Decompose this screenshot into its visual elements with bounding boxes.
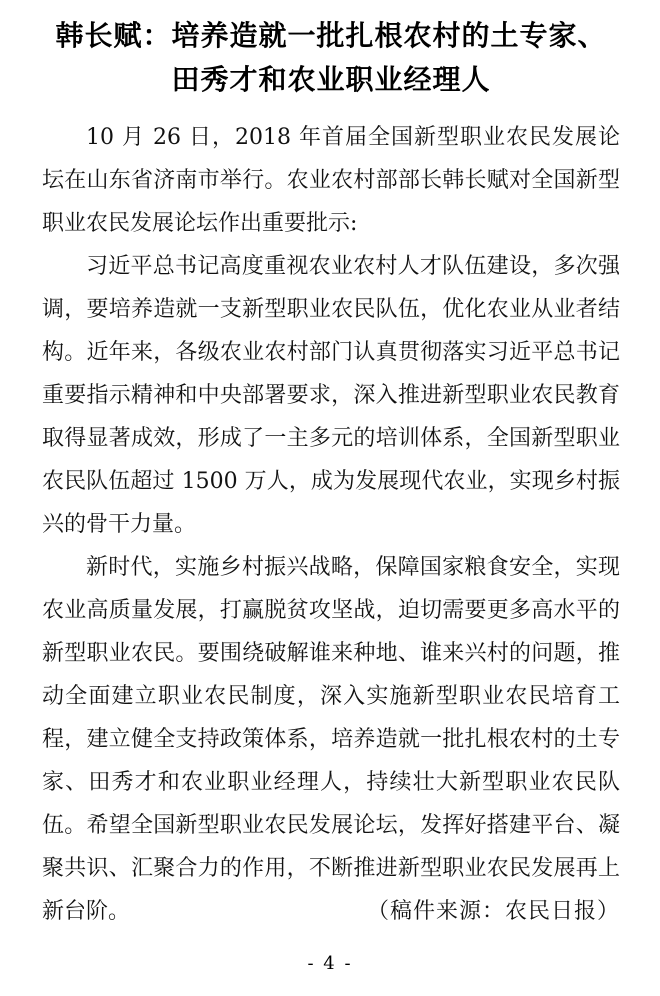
paragraph-2 xyxy=(42,245,620,546)
title-line-1: 韩长赋：培养造就一批扎根农村的土专家、 xyxy=(55,19,607,52)
document-title xyxy=(42,14,620,102)
document-body xyxy=(42,116,620,933)
paragraph-3-text: 新时代，实施乡村振兴战略，保障国家粮食安全，实现农业高质量发展，打赢脱贫攻坚战，迫切需要更多高水平的新型职业农民。要围绕破解谁来种地、谁来兴村的问题，推动全面建立职业农民制度，深入实施新型职业农民培育工程，建立健全支持政策体系，培养造就一批扎根农村的土专家、田秀才和农业职业经理人，持续壮大新型职业农民队伍。希望全国新型职业农民发展论坛，发挥好搭建平台、凝聚共识、汇聚合力的作用，不断推进新型职业农民发展再上新台阶。 xyxy=(42,555,620,924)
page-number: - 4 - xyxy=(307,953,353,974)
paragraph-2-text: 习近平总书记高度重视农业农村人才队伍建设，多次强调，要培养造就一支新型职业农民队伍，优化农业从业者结构。近年来，各级农业农村部门认真贯彻落实习近平总书记重要指示精神和中央部署要求，深入推进新型职业农民教育取得显著成效，形成了一主多元的培训体系，全国新型职业农民队伍超过 1500 万人，成为发展现代农业，实现乡村振兴的骨干力量。 xyxy=(42,254,620,537)
paragraph-3 xyxy=(42,546,620,933)
title-line-2: 田秀才和农业职业经理人 xyxy=(171,63,491,96)
paragraph-1-text: 10 月 26 日，2018 年首届全国新型职业农民发展论坛在山东省济南市举行。农业农村部部长韩长赋对全国新型职业农民发展论坛作出重要批示: xyxy=(42,125,620,236)
paragraph-1 xyxy=(42,116,620,245)
source-credit: （稿件来源：农民日报） xyxy=(366,899,620,924)
